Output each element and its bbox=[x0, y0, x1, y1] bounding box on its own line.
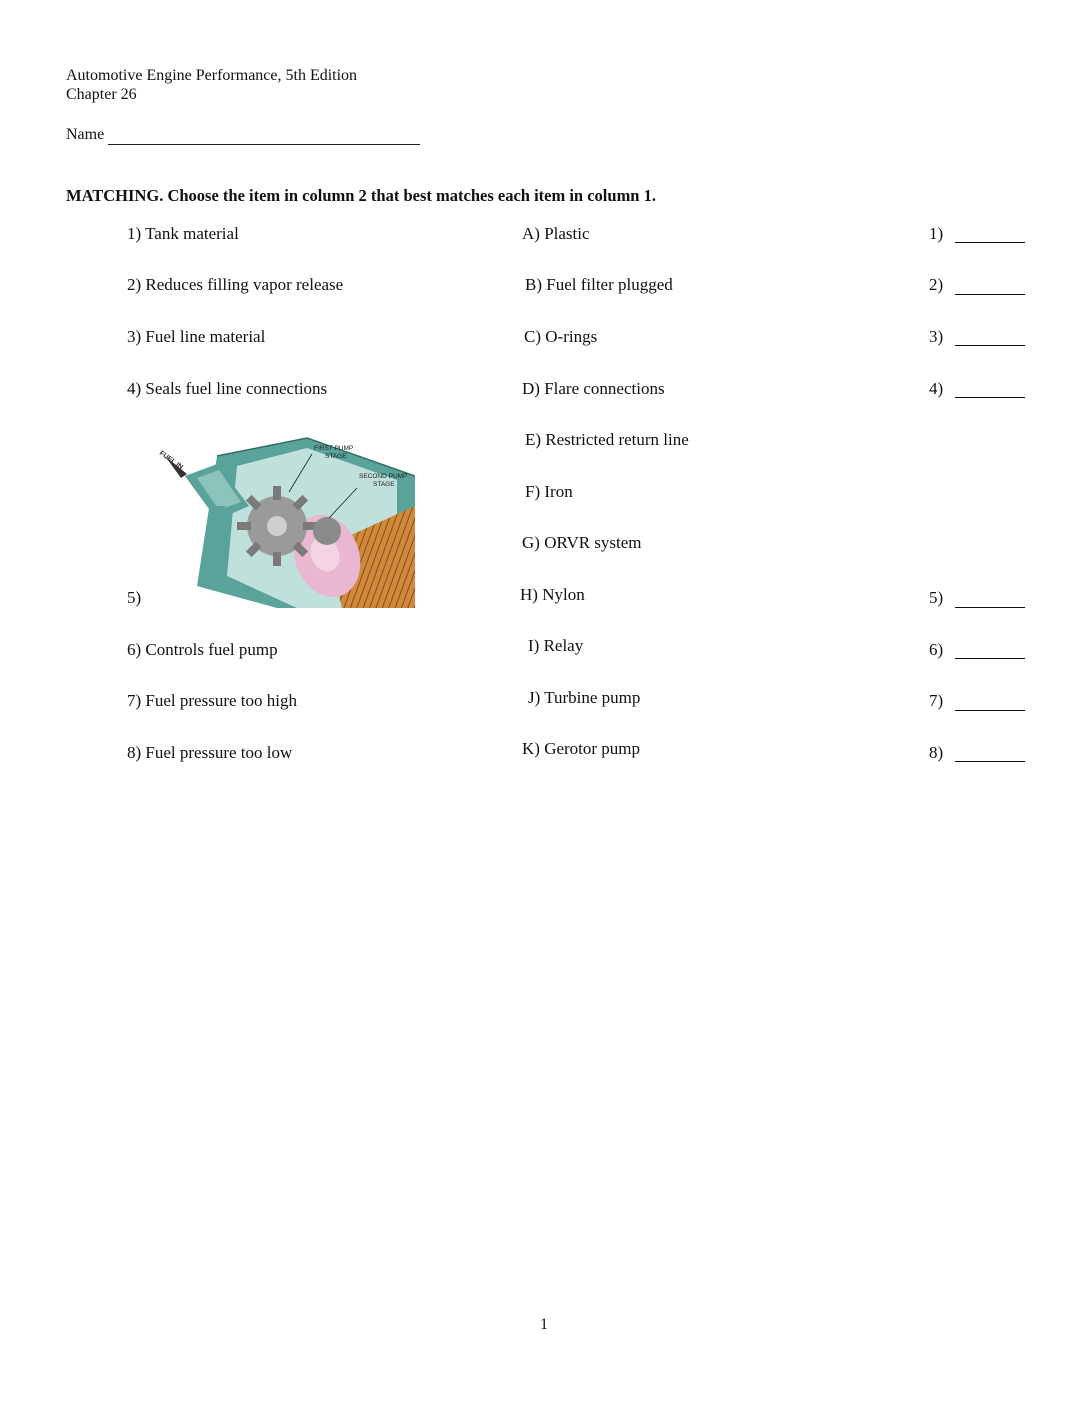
answer-blank-8[interactable] bbox=[955, 761, 1025, 762]
answer-label-6: 6) bbox=[929, 640, 944, 659]
answer-blank-3[interactable] bbox=[955, 345, 1025, 346]
question-8: 8) Fuel pressure too low bbox=[127, 743, 293, 762]
option-f: F) Iron bbox=[525, 482, 573, 501]
answer-label-2: 2) bbox=[929, 275, 944, 294]
page-number: 1 bbox=[540, 1316, 548, 1333]
answer-label-7: 7) bbox=[929, 691, 944, 710]
answer-label-3: 3) bbox=[929, 327, 944, 346]
option-e: E) Restricted return line bbox=[525, 430, 689, 449]
second-stage-label-1: SECOND PUMP bbox=[359, 473, 408, 480]
question-3: 3) Fuel line material bbox=[127, 327, 266, 346]
fuel-in-label: FUEL IN bbox=[157, 449, 185, 472]
fuel-pump-cutaway-figure bbox=[157, 436, 415, 608]
book-title: Automotive Engine Performance, 5th Edition bbox=[66, 67, 358, 84]
answer-label-8: 8) bbox=[929, 743, 944, 762]
option-k: K) Gerotor pump bbox=[522, 739, 641, 758]
answer-blank-4[interactable] bbox=[955, 397, 1025, 398]
question-6: 6) Controls fuel pump bbox=[127, 640, 278, 659]
option-i: I) Relay bbox=[528, 636, 584, 655]
answer-blank-7[interactable] bbox=[955, 710, 1025, 711]
option-b: B) Fuel filter plugged bbox=[525, 275, 673, 294]
name-label: Name bbox=[66, 126, 105, 143]
first-stage-label-1: FIRST PUMP bbox=[314, 445, 354, 452]
option-g: G) ORVR system bbox=[522, 533, 642, 552]
instructions: MATCHING. Choose the item in column 2 that best matches each item in column 1. bbox=[66, 186, 656, 205]
answer-blank-2[interactable] bbox=[955, 294, 1025, 295]
question-4: 4) Seals fuel line connections bbox=[127, 379, 328, 398]
question-1: 1) Tank material bbox=[127, 224, 239, 243]
option-d: D) Flare connections bbox=[522, 379, 665, 398]
option-h: H) Nylon bbox=[520, 585, 585, 604]
answer-blank-1[interactable] bbox=[955, 242, 1025, 243]
option-j: J) Turbine pump bbox=[528, 688, 641, 707]
option-a: A) Plastic bbox=[522, 224, 590, 243]
question-7: 7) Fuel pressure too high bbox=[127, 691, 297, 710]
option-c: C) O-rings bbox=[524, 327, 598, 346]
chapter-label: Chapter 26 bbox=[66, 86, 137, 103]
name-field[interactable] bbox=[108, 144, 420, 145]
first-stage-label-2: STAGE bbox=[325, 453, 347, 460]
question-5: 5) bbox=[127, 588, 142, 607]
answer-label-4: 4) bbox=[929, 379, 944, 398]
answer-label-1: 1) bbox=[929, 224, 944, 243]
second-stage-label-2: STAGE bbox=[373, 481, 395, 488]
answer-label-5: 5) bbox=[929, 588, 944, 607]
answer-blank-6[interactable] bbox=[955, 658, 1025, 659]
answer-blank-5[interactable] bbox=[955, 607, 1025, 608]
question-2: 2) Reduces filling vapor release bbox=[127, 275, 344, 294]
